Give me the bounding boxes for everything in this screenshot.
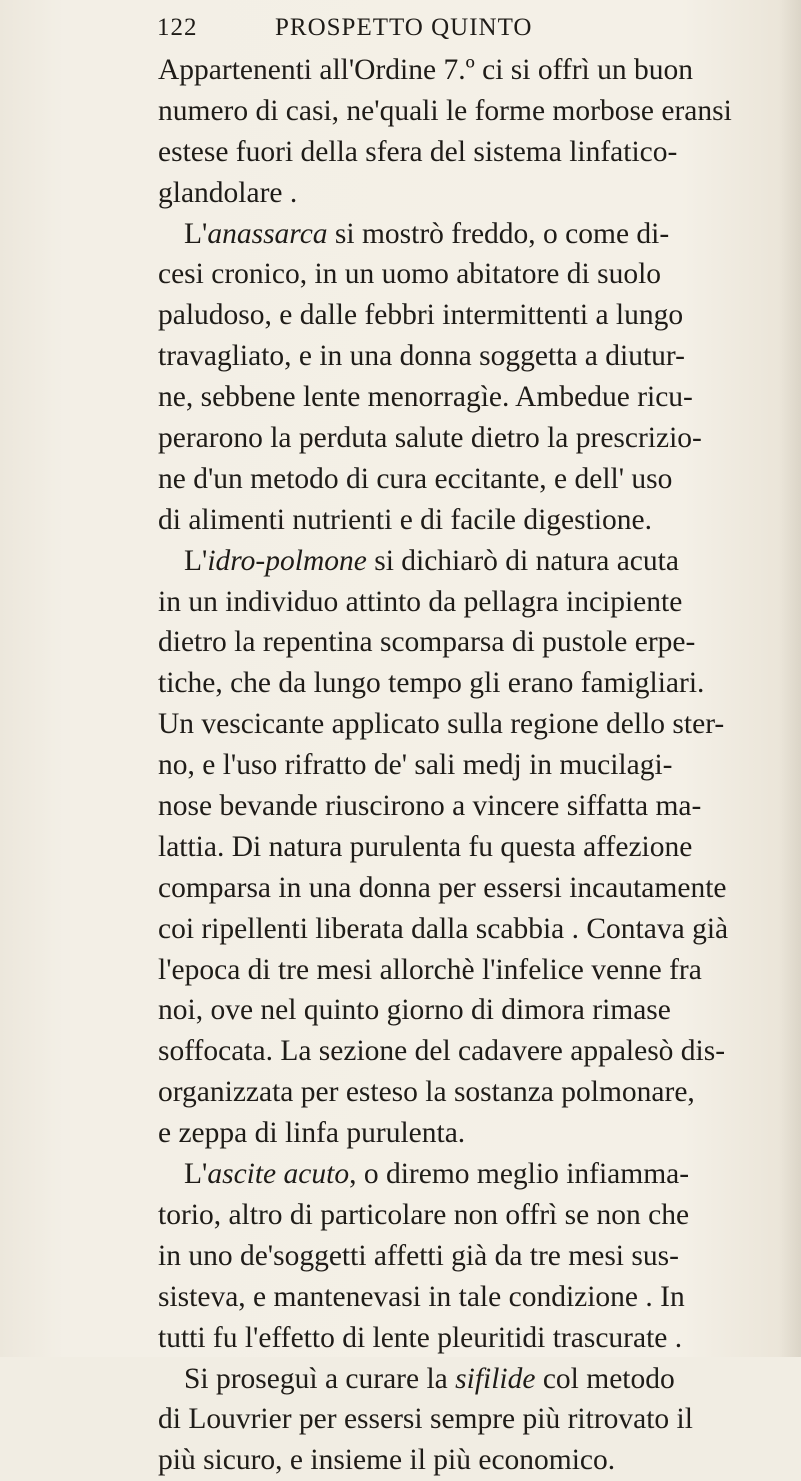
italic-term: ascite acuto bbox=[207, 1158, 350, 1191]
text-line bbox=[158, 622, 758, 663]
text-run: travagliato, e in una donna soggetta a diutur- bbox=[158, 340, 685, 373]
text-run: tutti fu l'effetto di lente pleuritidi trascurate . bbox=[158, 1321, 683, 1354]
text-line bbox=[158, 336, 758, 377]
text-run: coi ripellenti liberata dalla scabbia . Contava già bbox=[158, 912, 729, 945]
text-run: L' bbox=[184, 1158, 208, 1191]
text-line bbox=[158, 500, 758, 541]
text-run: si dichiarò di natura acuta bbox=[366, 544, 679, 577]
text-line bbox=[158, 295, 758, 336]
text-line bbox=[158, 1195, 758, 1236]
text-line bbox=[158, 704, 758, 745]
text-run: e zeppa di linfa purulenta. bbox=[158, 1117, 466, 1150]
text-run: in un individuo attinto da pellagra incipiente bbox=[158, 585, 683, 618]
text-run: di Louvrier per essersi sempre più ritrovato il bbox=[158, 1403, 693, 1436]
text-line bbox=[158, 745, 758, 786]
text-run: torio, altro di particolare non offrì se non che bbox=[158, 1198, 690, 1231]
body-text bbox=[158, 50, 758, 1481]
text-run: Un vescicante applicato sulla regione dello ster- bbox=[158, 708, 725, 741]
text-run: organizzata per esteso la sostanza polmonare, bbox=[158, 1076, 695, 1109]
text-line bbox=[158, 827, 758, 868]
text-run: ne, sebbene lente menorragìe. Ambedue ricu- bbox=[158, 381, 693, 414]
text-line bbox=[158, 459, 758, 500]
text-run: ne d'un metodo di cura eccitante, e dell' uso bbox=[158, 462, 673, 495]
italic-term: sifilide bbox=[455, 1362, 536, 1395]
text-run: più sicuro, e insieme il più economico. bbox=[158, 1444, 616, 1477]
italic-term: idro-polmone bbox=[207, 544, 367, 577]
text-line bbox=[158, 950, 758, 991]
text-run: no, e l'uso rifratto de' sali medj in mucilagi- bbox=[158, 749, 673, 782]
text-line bbox=[158, 91, 758, 132]
text-line bbox=[158, 50, 758, 91]
text-line bbox=[158, 1359, 758, 1400]
text-run: estese fuori della sfera del sistema linfatico- bbox=[158, 135, 678, 168]
text-line bbox=[158, 990, 758, 1031]
text-line bbox=[158, 377, 758, 418]
text-line bbox=[158, 1277, 758, 1318]
text-line bbox=[158, 868, 758, 909]
text-line bbox=[158, 1399, 758, 1440]
text-line bbox=[158, 1113, 758, 1154]
text-run: tiche, che da lungo tempo gli erano famigliari. bbox=[158, 667, 705, 700]
text-run: dietro la repentina scomparsa di pustole erpe- bbox=[158, 626, 696, 659]
text-run: paludoso, e dalle febbri intermittenti a lungo bbox=[158, 299, 684, 332]
text-line bbox=[158, 1031, 758, 1072]
text-line bbox=[158, 786, 758, 827]
page-number: 122 bbox=[157, 14, 198, 41]
running-title: PROSPETTO QUINTO bbox=[275, 14, 533, 41]
text-line bbox=[158, 663, 758, 704]
text-run: glandolare . bbox=[158, 176, 298, 209]
text-run: L' bbox=[184, 544, 208, 577]
text-line bbox=[158, 909, 758, 950]
text-run: soffocata. La sezione del cadavere appalesò dis- bbox=[158, 1035, 726, 1068]
text-run: Si proseguì a curare la bbox=[184, 1362, 456, 1395]
text-run: noi, ove nel quinto giorno di dimora rimase bbox=[158, 994, 671, 1027]
text-line bbox=[158, 582, 758, 623]
text-run: nose bevande riuscirono a vincere siffatta ma- bbox=[158, 790, 702, 823]
text-run: di alimenti nutrienti e di facile digestione. bbox=[158, 503, 652, 536]
text-run: comparsa in una donna per essersi incautamente bbox=[158, 871, 727, 904]
text-line bbox=[158, 1318, 758, 1359]
text-line bbox=[158, 1440, 758, 1481]
text-run: cesi cronico, in un uomo abitatore di suolo bbox=[158, 258, 662, 291]
text-run: si mostrò freddo, o come di- bbox=[327, 217, 670, 250]
text-line bbox=[158, 132, 758, 173]
text-run: in uno de'soggetti affetti già da tre mesi sus- bbox=[158, 1239, 679, 1272]
text-run: numero di casi, ne'quali le forme morbose eransi bbox=[158, 94, 732, 127]
text-line bbox=[158, 254, 758, 295]
text-line bbox=[158, 173, 758, 214]
text-run: perarono la perduta salute dietro la prescrizio- bbox=[158, 422, 702, 455]
text-line bbox=[158, 1236, 758, 1277]
text-run: lattia. Di natura purulenta fu questa affezione bbox=[158, 830, 693, 863]
text-run: , o diremo meglio infiamma- bbox=[349, 1158, 690, 1191]
text-run: L' bbox=[184, 217, 208, 250]
text-line bbox=[158, 214, 758, 255]
text-run: l'epoca di tre mesi allorchè l'infelice venne fra bbox=[158, 953, 702, 986]
text-line bbox=[158, 1154, 758, 1195]
text-line bbox=[158, 1072, 758, 1113]
text-line bbox=[158, 541, 758, 582]
page-edge-shadow bbox=[779, 0, 801, 1357]
italic-term: anassarca bbox=[207, 217, 328, 250]
text-line bbox=[158, 418, 758, 459]
text-run: sisteva, e mantenevasi in tale condizione . In bbox=[158, 1280, 685, 1313]
text-run: Appartenenti all'Ordine 7.º ci si offrì un buon bbox=[158, 54, 693, 86]
text-run: col metodo bbox=[535, 1362, 675, 1395]
